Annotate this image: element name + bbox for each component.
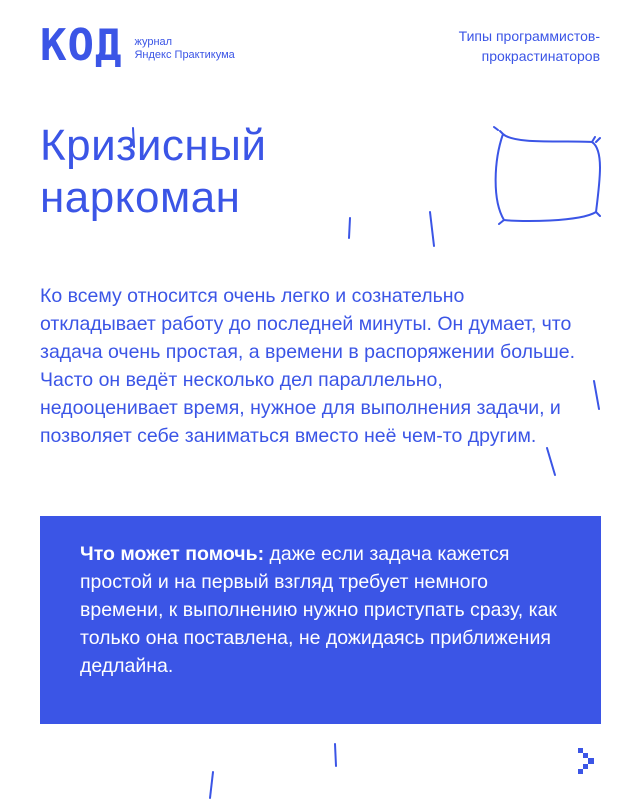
chevron-right-icon[interactable] xyxy=(576,744,602,780)
description-text: Ко всему относится очень легко и сознательно откладывает работу до последней минуты. Он думает, что задача очень простая, а времени в распоряжении больше. Часто он ведёт несколько дел параллельно, недооценивает время, нужное для выполнения задачи, и позволяет себе заниматься вместо неё чем-то другим. xyxy=(40,285,576,447)
series-title-line2: прокрастинаторов xyxy=(481,48,600,64)
decor-stroke xyxy=(349,218,350,238)
decor-stroke xyxy=(210,772,213,798)
logo-subtitle xyxy=(134,36,234,62)
series-title-line1: Типы программистов- xyxy=(458,28,600,44)
page-title xyxy=(40,120,266,224)
decor-stroke xyxy=(547,448,555,475)
help-text: даже если задача кажется простой и на первый взгляд требует немного времени, к выполнению нужно приступать сразу, как только она поставлена, не дожидаясь приближения дедлайна. xyxy=(80,543,557,677)
page-title-line1: Кризисный xyxy=(40,121,267,170)
logo-subtitle-line1: журнал xyxy=(134,36,173,48)
help-callout xyxy=(40,516,601,724)
logo-subtitle-line2: Яндекс Практикума xyxy=(134,49,235,61)
decor-stroke xyxy=(430,212,434,246)
logo xyxy=(40,20,235,71)
pillow-icon xyxy=(494,127,600,224)
decor-stroke xyxy=(594,381,599,409)
logo-mark: КОД xyxy=(40,20,123,71)
page-title-line2: наркоман xyxy=(40,173,241,222)
series-title xyxy=(459,26,600,66)
decor-stroke xyxy=(335,744,336,766)
help-label: Что может помочь: xyxy=(80,543,265,565)
